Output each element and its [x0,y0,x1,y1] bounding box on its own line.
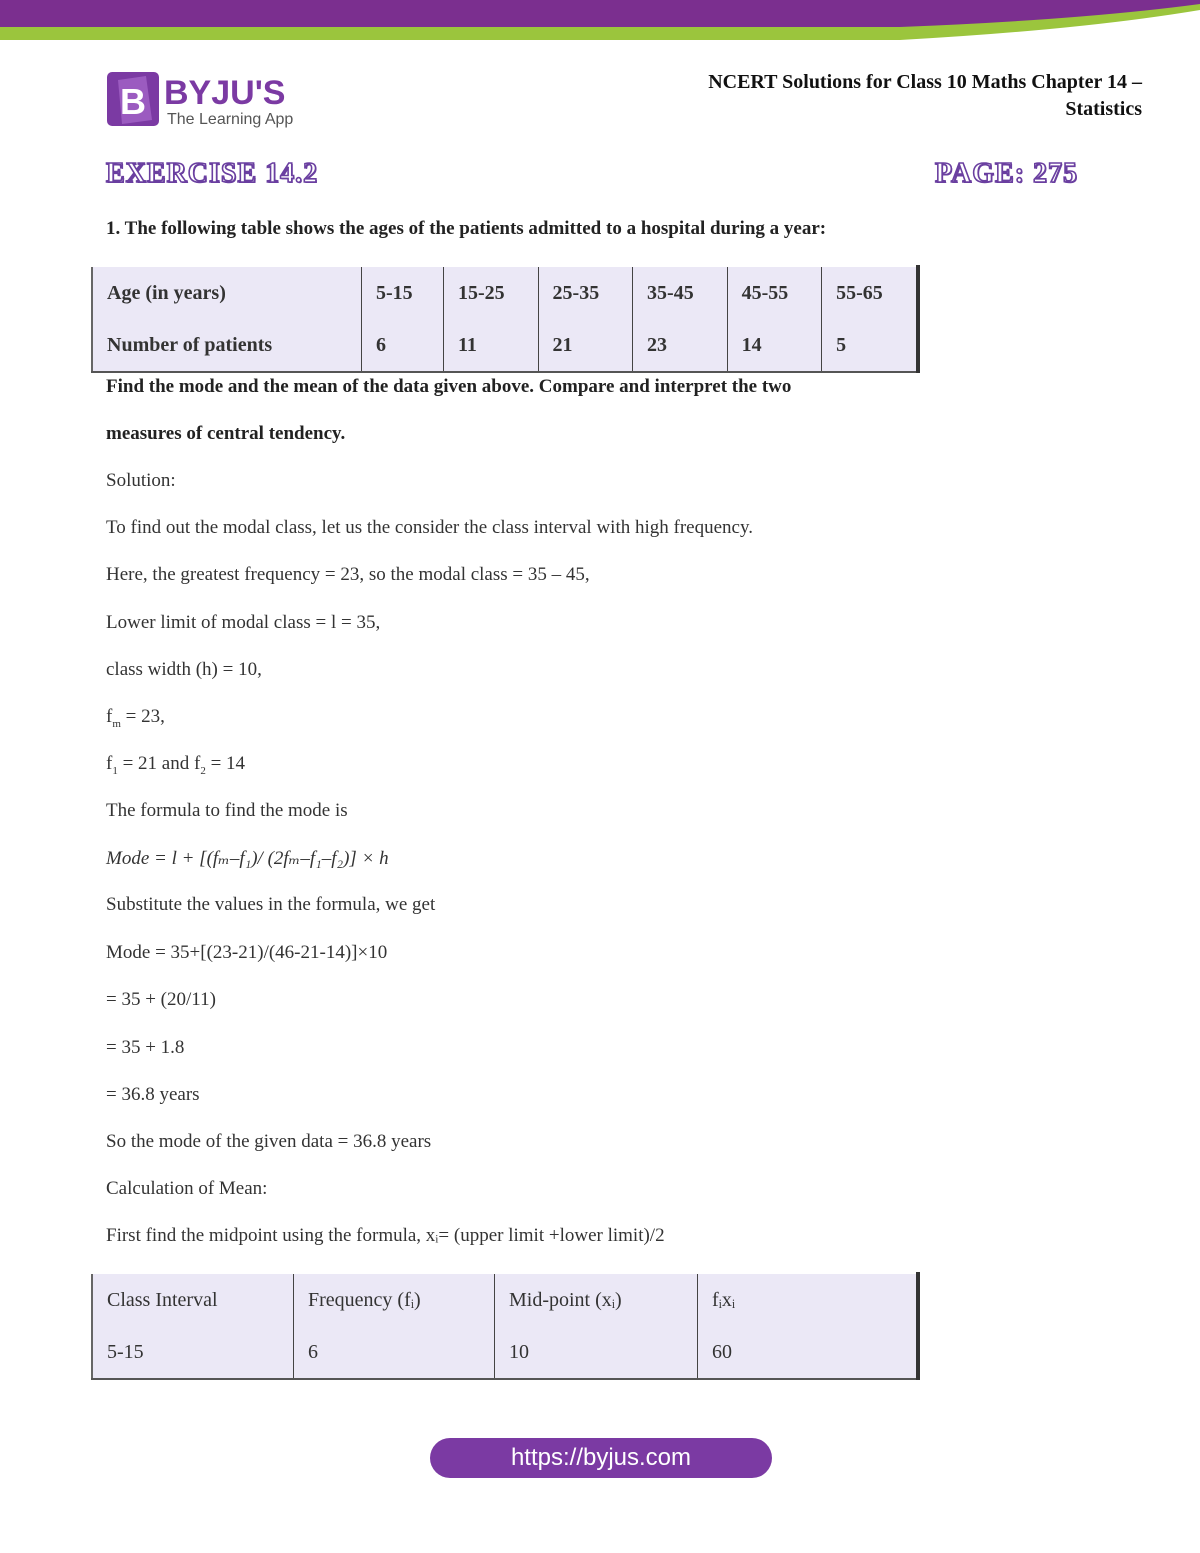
solution-line: The formula to find the mode is [106,800,348,821]
find-text-line-1: Find the mode and the mean of the data given above. Compare and interpret the two [106,376,792,397]
age-frequency-table [91,265,920,373]
table-cell: 14 [727,319,822,372]
table-cell: 35-45 [633,266,728,319]
svg-text:B: B [120,81,146,122]
table-cell: 10 [495,1326,698,1379]
title-line-1: NCERT Solutions for Class 10 Maths Chapter 14 – [708,71,1142,93]
solution-line: First find the midpoint using the formula, xᵢ= (upper limit +lower limit)/2 [106,1225,665,1246]
solution-line: Mode = 35+[(23-21)/(46-21-14)]×10 [106,942,388,963]
header-decoration-band [0,0,1200,46]
solution-line: Calculation of Mean: [106,1178,268,1199]
table-cell: Frequency (fᵢ) [294,1273,495,1326]
table-cell: Class Interval [92,1273,294,1326]
solution-line: To find out the modal class, let us the consider the class interval with high frequency. [106,517,753,538]
solution-line-f1-f2: $f_1 = 21$ and $f_2 = 14$ [106,753,246,777]
table-row [92,319,918,372]
solution-line: Here, the greatest frequency = 23, so the modal class = 35 – 45, [106,564,590,585]
table-cell: Mid-point (xᵢ) [495,1273,698,1326]
solution-line: = 35 + 1.8 [106,1037,185,1058]
table-cell: 23 [633,319,728,372]
document-title [582,69,1142,123]
table-row [92,1273,918,1326]
solution-line-fm: $f_m = 23$, [106,706,165,730]
table-row [92,1326,918,1379]
table-cell: 15-25 [444,266,539,319]
solution-label: Solution: [106,470,176,491]
table-cell: Age (in years) [92,266,362,319]
table-cell: 55-65 [822,266,918,319]
brand-name: BYJU'S [164,74,286,112]
solution-line: So the mode of the given data = 36.8 years [106,1131,432,1152]
table-cell: Number of patients [92,319,362,372]
table-row [92,266,918,319]
table-cell: fᵢxᵢ [698,1273,919,1326]
table-cell: 11 [444,319,539,372]
solution-line: Substitute the values in the formula, we get [106,894,436,915]
table-cell: 6 [362,319,444,372]
table-cell: 6 [294,1326,495,1379]
table-cell: 21 [538,319,633,372]
table-cell: 60 [698,1326,919,1379]
find-text-line-2: measures of central tendency. [106,423,346,444]
byjus-logo [106,70,316,130]
table-cell: 45-55 [727,266,822,319]
mean-calculation-table [91,1272,920,1380]
table-cell: 5 [822,319,918,372]
table-cell: 5-15 [362,266,444,319]
title-line-2: Statistics [1065,98,1142,120]
solution-line: Lower limit of modal class = l = 35, [106,612,381,633]
table-cell: 25-35 [538,266,633,319]
brand-tagline: The Learning App [167,111,294,128]
page-number-heading: PAGE: 275 [935,158,1079,189]
website-link[interactable]: https://byjus.com [430,1438,772,1478]
question-1: 1. The following table shows the ages of the patients admitted to a hospital during a year: [106,218,827,239]
solution-line: = 36.8 years [106,1084,200,1105]
exercise-heading: EXERCISE 14.2 [106,158,319,189]
table-cell: 5-15 [92,1326,294,1379]
solution-line: class width (h) = 10, [106,659,262,680]
solution-line: = 35 + (20/11) [106,989,216,1010]
mode-formula: Mode = l + [(fₘ–f₁)/ (2fₘ–f₁–f₂)] × h [106,848,389,869]
